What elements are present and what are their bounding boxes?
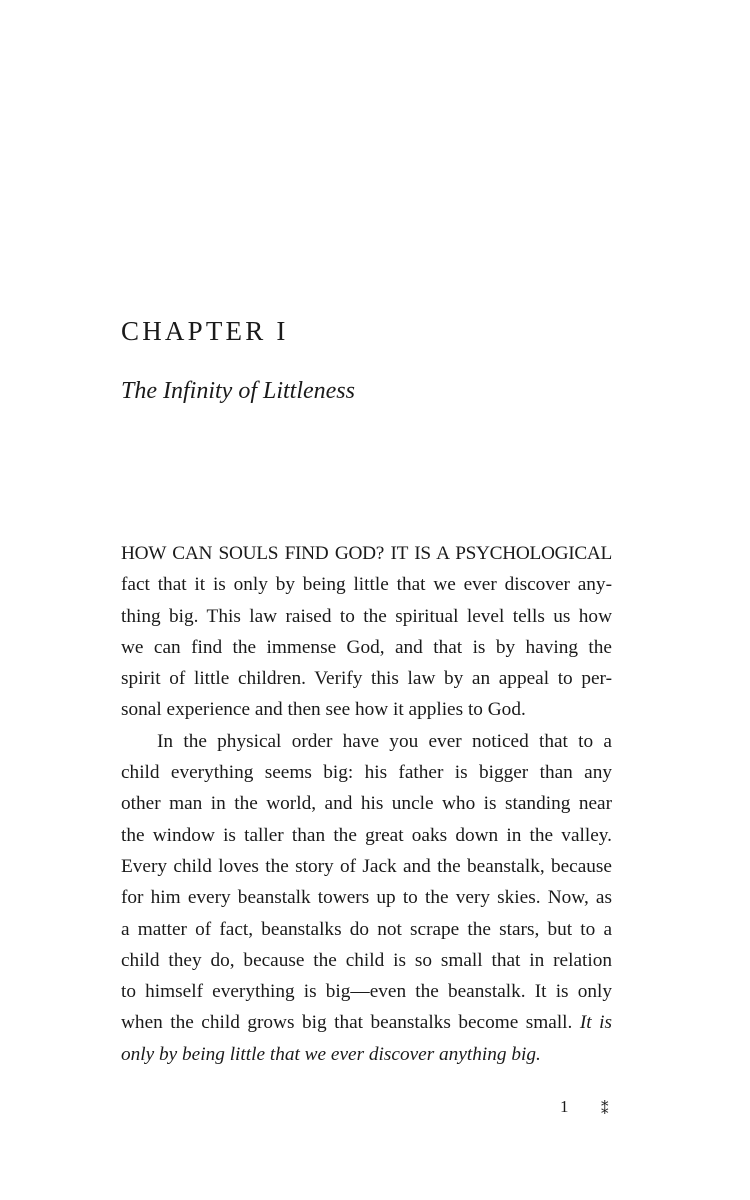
text-line (121, 1007, 612, 1038)
roman-text: when the child grows big that beanstalks become small. (121, 1012, 573, 1034)
page-number: 1 (560, 1097, 569, 1116)
chapter-label: CHAPTER I (121, 316, 289, 346)
text-line: fact that it is only by being little that we ever discover any- (121, 574, 612, 596)
text-line: for him every beanstalk towers up to the very skies. Now, as (121, 887, 612, 909)
text-line: the window is taller than the great oaks down in the valley. (121, 824, 612, 846)
text-line: In the physical order have you ever noticed that to a (157, 730, 612, 752)
ornament-icon: ⁑ (601, 1102, 609, 1118)
body-text (121, 538, 612, 1070)
paragraph-2 (121, 726, 612, 1070)
text-line: a matter of fact, beanstalks do not scrape the stars, but to a (121, 918, 612, 940)
text-line: child everything seems big: his father is bigger than any (121, 762, 612, 784)
text-line: only by being little that we ever discover anything big. (121, 1043, 541, 1065)
text-line: sonal experience and then see how it applies to God. (121, 699, 526, 721)
italic-text: It is (579, 1012, 612, 1034)
text-line: Every child loves the story of Jack and the beanstalk, because (121, 855, 612, 877)
text-line: thing big. This law raised to the spiritual level tells us how (121, 605, 612, 627)
text-line: we can find the immense God, and that is by having the (121, 636, 612, 658)
text-line: HOW CAN SOULS FIND GOD? IT IS A PSYCHOLOGICAL (121, 543, 612, 564)
paragraph-1 (121, 538, 612, 726)
text-line: to himself everything is big—even the beanstalk. It is only (121, 981, 612, 1003)
text-line: spirit of little children. Verify this law by an appeal to per- (121, 668, 612, 690)
text-line: other man in the world, and his uncle who is standing near (121, 793, 612, 815)
chapter-title: The Infinity of Littleness (121, 378, 355, 404)
text-line: child they do, because the child is so small that in relation (121, 949, 612, 971)
